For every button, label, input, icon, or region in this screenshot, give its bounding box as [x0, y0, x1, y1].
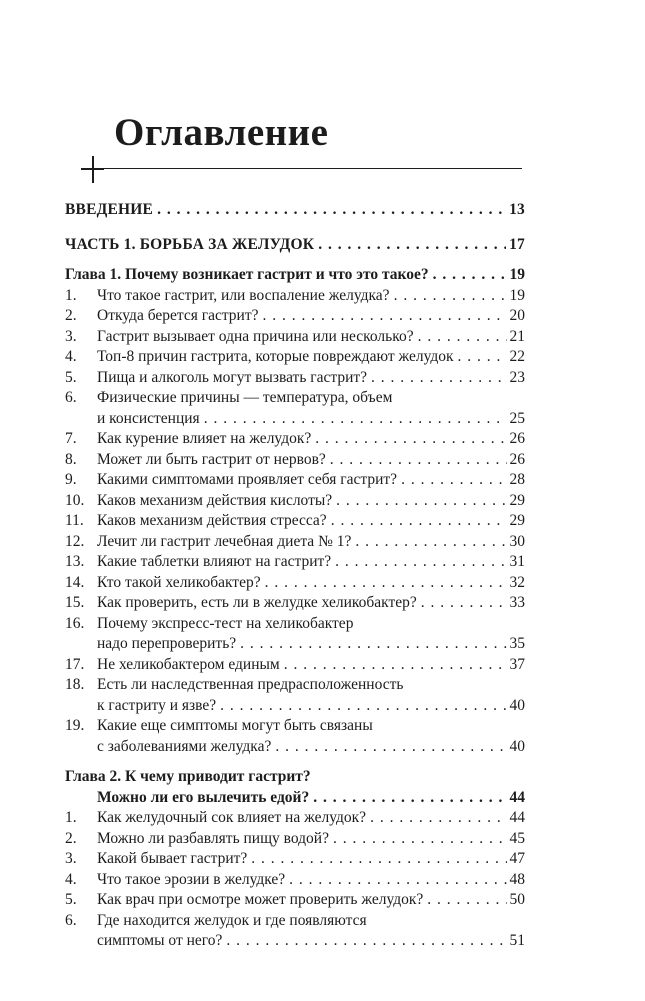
toc-entry-text: Какой бывает гастрит? — [97, 850, 248, 867]
dot-leader — [355, 532, 506, 553]
toc-entry-page: 44 — [509, 809, 525, 826]
toc-entry-text: ЧАСТЬ 1. БОРЬБА ЗА ЖЕЛУДОК — [65, 235, 315, 253]
toc-entry-text: Глава 1. Почему возникает гастрит и что это такое? — [65, 266, 429, 283]
toc-entry — [65, 890, 525, 911]
title-rule — [95, 168, 522, 169]
crop-mark-icon — [81, 168, 104, 170]
toc-entry-text: Где находится желудок и где появляются — [97, 911, 367, 929]
toc-entry-page: 47 — [509, 850, 525, 867]
toc-entry — [65, 368, 525, 389]
toc-entry-text: Каков механизм действия кислоты? — [97, 491, 333, 509]
toc-entry-text: Кто такой хеликобактер? — [97, 573, 261, 591]
toc-entry — [65, 200, 525, 221]
dot-leader — [220, 696, 506, 717]
toc-entry-number: 7. — [65, 430, 77, 447]
dot-leader — [401, 470, 506, 491]
dot-leader — [394, 286, 507, 307]
toc-entry-text: и консистенция — [97, 409, 200, 427]
toc-entry — [65, 511, 525, 532]
dot-leader — [418, 327, 507, 348]
toc-entry-page: 29 — [509, 491, 525, 509]
toc-entry — [65, 388, 525, 429]
dot-leader — [318, 235, 506, 256]
toc-entry-page: 45 — [509, 829, 525, 847]
dot-leader — [427, 890, 506, 911]
toc-entry-text: Какими симптомами проявляет себя гастрит? — [97, 471, 398, 488]
toc-entry-page: 35 — [509, 635, 525, 652]
toc-entry-text: Пища и алкоголь могут вызвать гастрит? — [97, 368, 368, 386]
dot-leader — [331, 511, 507, 532]
toc-entry-number: 15. — [65, 594, 85, 611]
toc-entry-text: надо перепроверить? — [97, 635, 237, 652]
toc-entry-page: 17 — [509, 235, 525, 253]
toc-entry-number: 17. — [65, 655, 85, 673]
toc-entry-text: Есть ли наследственная предрасположенность — [97, 676, 404, 693]
toc-entry — [65, 235, 525, 256]
toc-entry — [65, 347, 525, 368]
toc-entry-text: Каков механизм действия стресса? — [97, 512, 327, 529]
toc-entry-page: 26 — [509, 430, 525, 447]
toc-entry-number: 6. — [65, 389, 77, 406]
dot-leader — [263, 306, 507, 327]
toc-entry-page: 51 — [509, 932, 525, 949]
toc-entry-text: Что такое эрозии в желудке? — [97, 870, 286, 888]
dot-leader — [157, 200, 506, 221]
toc-entry — [65, 552, 525, 573]
toc-entry — [65, 573, 525, 594]
toc-entry — [65, 327, 525, 348]
toc-entry-text: Откуда берется гастрит? — [97, 307, 259, 324]
toc-entry-page: 20 — [509, 307, 525, 324]
toc-entry — [65, 286, 525, 307]
toc-entry-number: 19. — [65, 717, 85, 734]
toc-entry-text: Почему экспресс-тест на хеликобактер — [97, 614, 354, 632]
dot-leader — [335, 552, 506, 573]
toc-entry-number: 2. — [65, 829, 77, 847]
dot-leader — [330, 450, 507, 471]
toc-entry-page: 32 — [509, 573, 525, 591]
toc-entry-number: 16. — [65, 614, 85, 632]
toc-entry-number: 5. — [65, 368, 77, 386]
toc-entry-text: Физические причины — температура, объем — [97, 389, 393, 406]
toc-entry-page: 37 — [509, 655, 525, 673]
toc-entry — [65, 470, 525, 491]
dot-leader — [313, 788, 506, 809]
toc-entry-page: 29 — [509, 512, 525, 529]
toc-entry — [65, 429, 525, 450]
toc-entry — [65, 450, 525, 471]
toc-entry-text: к гастриту и язве? — [97, 696, 217, 714]
toc-entry — [65, 767, 525, 808]
dot-leader — [204, 409, 507, 430]
toc-entry-text: Какие еще симптомы могут быть связаны — [97, 717, 373, 734]
toc-entry-page: 33 — [509, 594, 525, 611]
toc-entry-number: 18. — [65, 676, 85, 693]
toc-entry — [65, 870, 525, 891]
toc-entry — [65, 265, 525, 286]
toc-entry — [65, 614, 525, 655]
toc-entry-page: 31 — [509, 553, 525, 570]
toc-entry-number: 12. — [65, 532, 85, 550]
toc-entry — [65, 306, 525, 327]
toc-entry — [65, 532, 525, 553]
dot-leader — [371, 368, 506, 389]
dot-leader — [433, 265, 507, 286]
toc-entry-text: Можно ли его вылечить едой? — [97, 788, 310, 806]
dot-leader — [240, 634, 506, 655]
toc-entry-number: 3. — [65, 850, 77, 867]
toc-entry-page: 26 — [509, 450, 525, 468]
toc-entry-page: 40 — [509, 696, 525, 714]
toc-entry-text: Как врач при осмотре может проверить желудок? — [97, 891, 424, 908]
dot-leader — [284, 655, 507, 676]
toc-entry — [65, 593, 525, 614]
dot-leader — [458, 347, 507, 368]
toc-entry-text: Гастрит вызывает одна причина или несколько? — [97, 327, 414, 345]
toc-entry-text: Может ли быть гастрит от нервов? — [97, 450, 326, 468]
toc-entry-text: Лечит ли гастрит лечебная диета № 1? — [97, 532, 352, 550]
toc-entry-page: 28 — [509, 471, 525, 488]
toc-entry-number: 4. — [65, 870, 77, 888]
toc-entry-number: 1. — [65, 809, 77, 826]
toc-entry-page: 25 — [509, 409, 525, 427]
toc-entry-text: с заболеваниями желудка? — [97, 737, 272, 755]
toc-list — [65, 200, 525, 952]
toc-entry-number: 3. — [65, 327, 77, 345]
dot-leader — [336, 491, 506, 512]
toc-entry — [65, 849, 525, 870]
page-title: Оглавление — [114, 111, 329, 154]
toc-entry-page: 23 — [509, 368, 525, 386]
toc-entry-number: 6. — [65, 911, 77, 929]
toc-entry-page: 22 — [509, 348, 525, 365]
toc-entry-number: 2. — [65, 307, 77, 324]
dot-leader — [421, 593, 507, 614]
toc-entry-page: 21 — [509, 327, 525, 345]
toc-entry-text: Как курение влияет на желудок? — [97, 430, 312, 447]
toc-entry — [65, 675, 525, 716]
toc-entry-page: 44 — [509, 788, 525, 806]
toc-entry-text: ВВЕДЕНИЕ — [65, 201, 154, 218]
toc-entry-number: 10. — [65, 491, 85, 509]
toc-entry-text: Как желудочный сок влияет на желудок? — [97, 809, 367, 826]
toc-entry-text: Глава 2. К чему приводит гастрит? — [65, 768, 311, 785]
toc-entry-page: 50 — [509, 891, 525, 908]
toc-entry-number: 4. — [65, 348, 77, 365]
dot-leader — [370, 808, 506, 829]
toc-entry-page: 48 — [509, 870, 525, 888]
toc-entry-number: 8. — [65, 450, 77, 468]
toc-entry-page: 13 — [509, 201, 525, 218]
toc-entry-text: симптомы от него? — [97, 932, 223, 949]
toc-entry-page: 19 — [509, 286, 525, 304]
toc-entry-number: 11. — [65, 512, 84, 529]
dot-leader — [315, 429, 506, 450]
toc-entry-text: Не хеликобактером единым — [97, 655, 280, 673]
toc-entry-text: Какие таблетки влияют на гастрит? — [97, 553, 332, 570]
toc-entry — [65, 655, 525, 676]
toc-entry-page: 40 — [509, 737, 525, 755]
dot-leader — [226, 931, 506, 952]
toc-entry — [65, 829, 525, 850]
toc-entry-number: 9. — [65, 471, 77, 488]
toc-entry — [65, 911, 525, 952]
dot-leader — [333, 829, 507, 850]
toc-entry-page: 30 — [509, 532, 525, 550]
toc-entry-text: Топ-8 причин гастрита, которые повреждают желудок — [97, 348, 454, 365]
toc-entry-text: Что такое гастрит, или воспаление желудка? — [97, 286, 390, 304]
toc-entry-page: 19 — [509, 266, 525, 283]
dot-leader — [265, 573, 507, 594]
toc-entry-number: 13. — [65, 553, 85, 570]
toc-entry — [65, 716, 525, 757]
toc-entry-text: Как проверить, есть ли в желудке хеликобактер? — [97, 594, 417, 611]
toc-entry — [65, 491, 525, 512]
toc-entry-number: 1. — [65, 286, 77, 304]
toc-entry — [65, 808, 525, 829]
dot-leader — [275, 737, 506, 758]
toc-entry-number: 14. — [65, 573, 85, 591]
toc-entry-number: 5. — [65, 891, 77, 908]
dot-leader — [289, 870, 506, 891]
dot-leader — [251, 849, 506, 870]
toc-entry-text: Можно ли разбавлять пищу водой? — [97, 829, 329, 847]
